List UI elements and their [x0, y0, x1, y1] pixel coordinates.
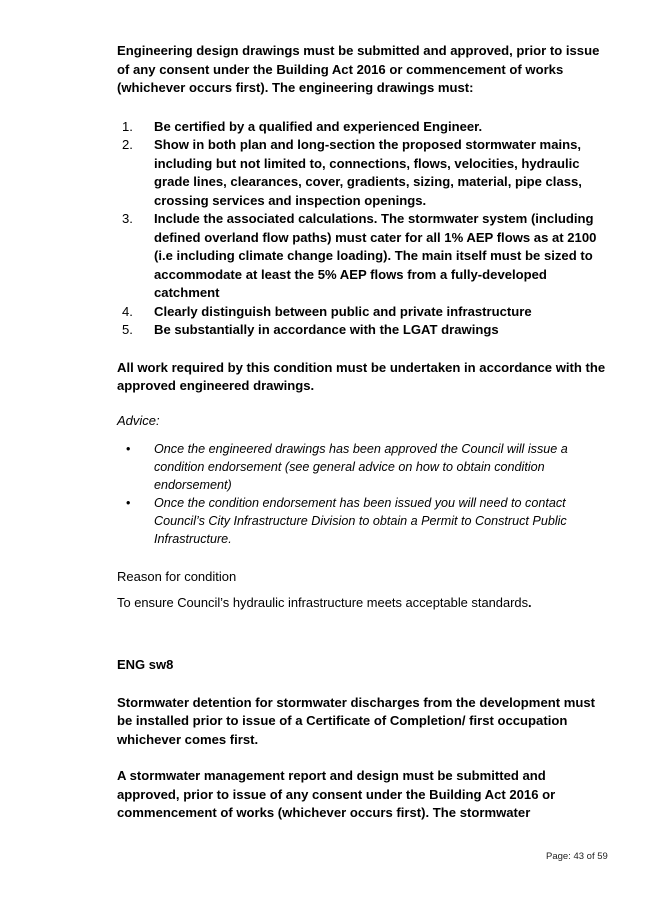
advice-item-text: Once the engineered drawings has been approved the Council will issue a condition endorsement (see general advice on how to obtain condition endorsement) [154, 441, 568, 492]
advice-item [117, 440, 609, 494]
list-item [117, 210, 609, 303]
list-item-text: Be substantially in accordance with the LGAT drawings [154, 322, 499, 337]
list-item [117, 136, 609, 210]
section-heading: ENG sw8 [117, 656, 174, 672]
list-item [117, 118, 609, 137]
advice-list [117, 440, 609, 548]
bullet-icon: • [126, 495, 131, 510]
list-number: 5. [122, 322, 133, 337]
advice-item-text: Once the condition endorsement has been issued you will need to contact Council’s City Infrastructure Division to obtain a Permit to Construct Public Infrastructure. [154, 495, 567, 546]
list-item-text: Clearly distinguish between public and private infrastructure [154, 303, 532, 319]
requirements-list [117, 118, 609, 340]
list-item-text: Include the associated calculations. The stormwater system (including defined overland flow paths) must cater for all 1% AEP flows as at 2100 (i.e including climate change loading). The main itself must be sized to accommodate at least the 5% AEP flows from a fully-developed catchment [154, 211, 597, 300]
bullet-icon: • [126, 441, 131, 456]
list-number: 3. [122, 211, 133, 226]
reason-period: . [528, 594, 532, 610]
list-number: 4. [122, 303, 133, 319]
reason-heading: Reason for condition [117, 568, 237, 584]
advice-item [117, 494, 609, 548]
list-item [117, 321, 609, 340]
list-number: 1. [122, 118, 133, 134]
management-paragraph: A stormwater management report and design must be submitted and approved, prior to issue of any consent under the Building Act 2016 or commencement of works (whichever occurs first). The stormwater [117, 768, 556, 820]
list-item-text: Show in both plan and long-section the proposed stormwater mains, including but not limited to, connections, flows, velocities, hydraulic grade lines, clearances, cover, gradients, sizing, material, pipe class, crossing services and inspection openings. [154, 137, 582, 208]
list-item [117, 303, 609, 322]
reason-sentence: To ensure Council’s hydraulic infrastructure meets acceptable standards [117, 594, 529, 610]
list-number: 2. [122, 137, 133, 152]
list-item-text: Be certified by a qualified and experienced Engineer. [154, 118, 483, 134]
document-page [117, 42, 609, 823]
intro-paragraph: Engineering design drawings must be submitted and approved, prior to issue of any consent under the Building Act 2016 or commencement of works (whichever occurs first). The engineering drawings must: [117, 43, 600, 95]
page-number-footer: Page: 43 of 59 [546, 851, 608, 862]
all-work-paragraph: All work required by this condition must be undertaken in accordance with the approved engineered drawings. [117, 359, 606, 393]
advice-heading: Advice: [117, 412, 160, 428]
reason-text [117, 594, 609, 612]
detention-paragraph: Stormwater detention for stormwater discharges from the development must be installed prior to issue of a Certificate of Completion/ first occupation whichever comes first. [117, 694, 596, 747]
